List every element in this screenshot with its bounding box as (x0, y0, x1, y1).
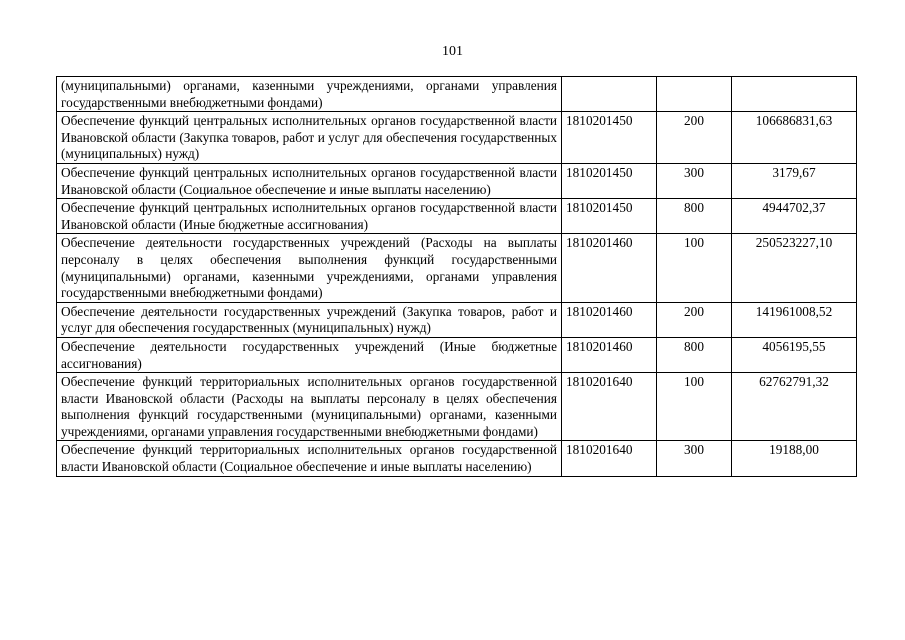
row-description: (муниципальными) органами, казенными учреждениями, органами управления государственными внебюджетными фондами) (57, 77, 562, 112)
amount-cell: 250523227,10 (732, 234, 857, 302)
amount-cell: 4056195,55 (732, 337, 857, 372)
target-article-code (562, 77, 657, 112)
expense-type-code: 800 (657, 337, 732, 372)
target-article-code: 1810201460 (562, 302, 657, 337)
target-article-code: 1810201460 (562, 337, 657, 372)
target-article-code: 1810201450 (562, 112, 657, 164)
table-row (57, 441, 857, 476)
target-article-code: 1810201640 (562, 373, 657, 441)
expense-type-code: 300 (657, 163, 732, 198)
row-description: Обеспечение функций территориальных исполнительных органов государственной власти Ивановской области (Расходы на выплаты персоналу в целях обеспечения выполнения функций государственными (муниципальными) органами, казенными учреждениями, органами управления государственными внебюджетными фондами) (57, 373, 562, 441)
amount-cell: 62762791,32 (732, 373, 857, 441)
row-description: Обеспечение функций центральных исполнительных органов государственной власти Ивановской области (Закупка товаров, работ и услуг для обеспечения государственных (муниципальных) нужд) (57, 112, 562, 164)
table-row (57, 302, 857, 337)
row-description: Обеспечение функций центральных исполнительных органов государственной власти Ивановской области (Иные бюджетные ассигнования) (57, 199, 562, 234)
table-row (57, 373, 857, 441)
table-row (57, 234, 857, 302)
amount-cell: 4944702,37 (732, 199, 857, 234)
table-row (57, 112, 857, 164)
expense-type-code: 300 (657, 441, 732, 476)
row-description: Обеспечение деятельности государственных учреждений (Иные бюджетные ассигнования) (57, 337, 562, 372)
amount-cell: 3179,67 (732, 163, 857, 198)
amount-cell: 19188,00 (732, 441, 857, 476)
table-row (57, 337, 857, 372)
expense-type-code: 800 (657, 199, 732, 234)
expense-type-code: 200 (657, 112, 732, 164)
target-article-code: 1810201460 (562, 234, 657, 302)
table-row (57, 199, 857, 234)
expense-type-code: 100 (657, 373, 732, 441)
target-article-code: 1810201450 (562, 163, 657, 198)
table-row (57, 163, 857, 198)
budget-table (56, 76, 857, 477)
row-description: Обеспечение функций территориальных исполнительных органов государственной власти Ивановской области (Социальное обеспечение и иные выплаты населению) (57, 441, 562, 476)
target-article-code: 1810201640 (562, 441, 657, 476)
amount-cell: 106686831,63 (732, 112, 857, 164)
row-description: Обеспечение функций центральных исполнительных органов государственной власти Ивановской области (Социальное обеспечение и иные выплаты населению) (57, 163, 562, 198)
expense-type-code (657, 77, 732, 112)
expense-type-code: 200 (657, 302, 732, 337)
row-description: Обеспечение деятельности государственных учреждений (Расходы на выплаты персоналу в целях обеспечения выполнения функций государственными (муниципальными) органами, казенными учреждениями, органами управления государственными внебюджетными фондами) (57, 234, 562, 302)
amount-cell (732, 77, 857, 112)
expense-type-code: 100 (657, 234, 732, 302)
row-description: Обеспечение деятельности государственных учреждений (Закупка товаров, работ и услуг для обеспечения государственных (муниципальных) нужд) (57, 302, 562, 337)
table-row (57, 77, 857, 112)
target-article-code: 1810201450 (562, 199, 657, 234)
page-number: 101 (442, 44, 463, 59)
amount-cell: 141961008,52 (732, 302, 857, 337)
